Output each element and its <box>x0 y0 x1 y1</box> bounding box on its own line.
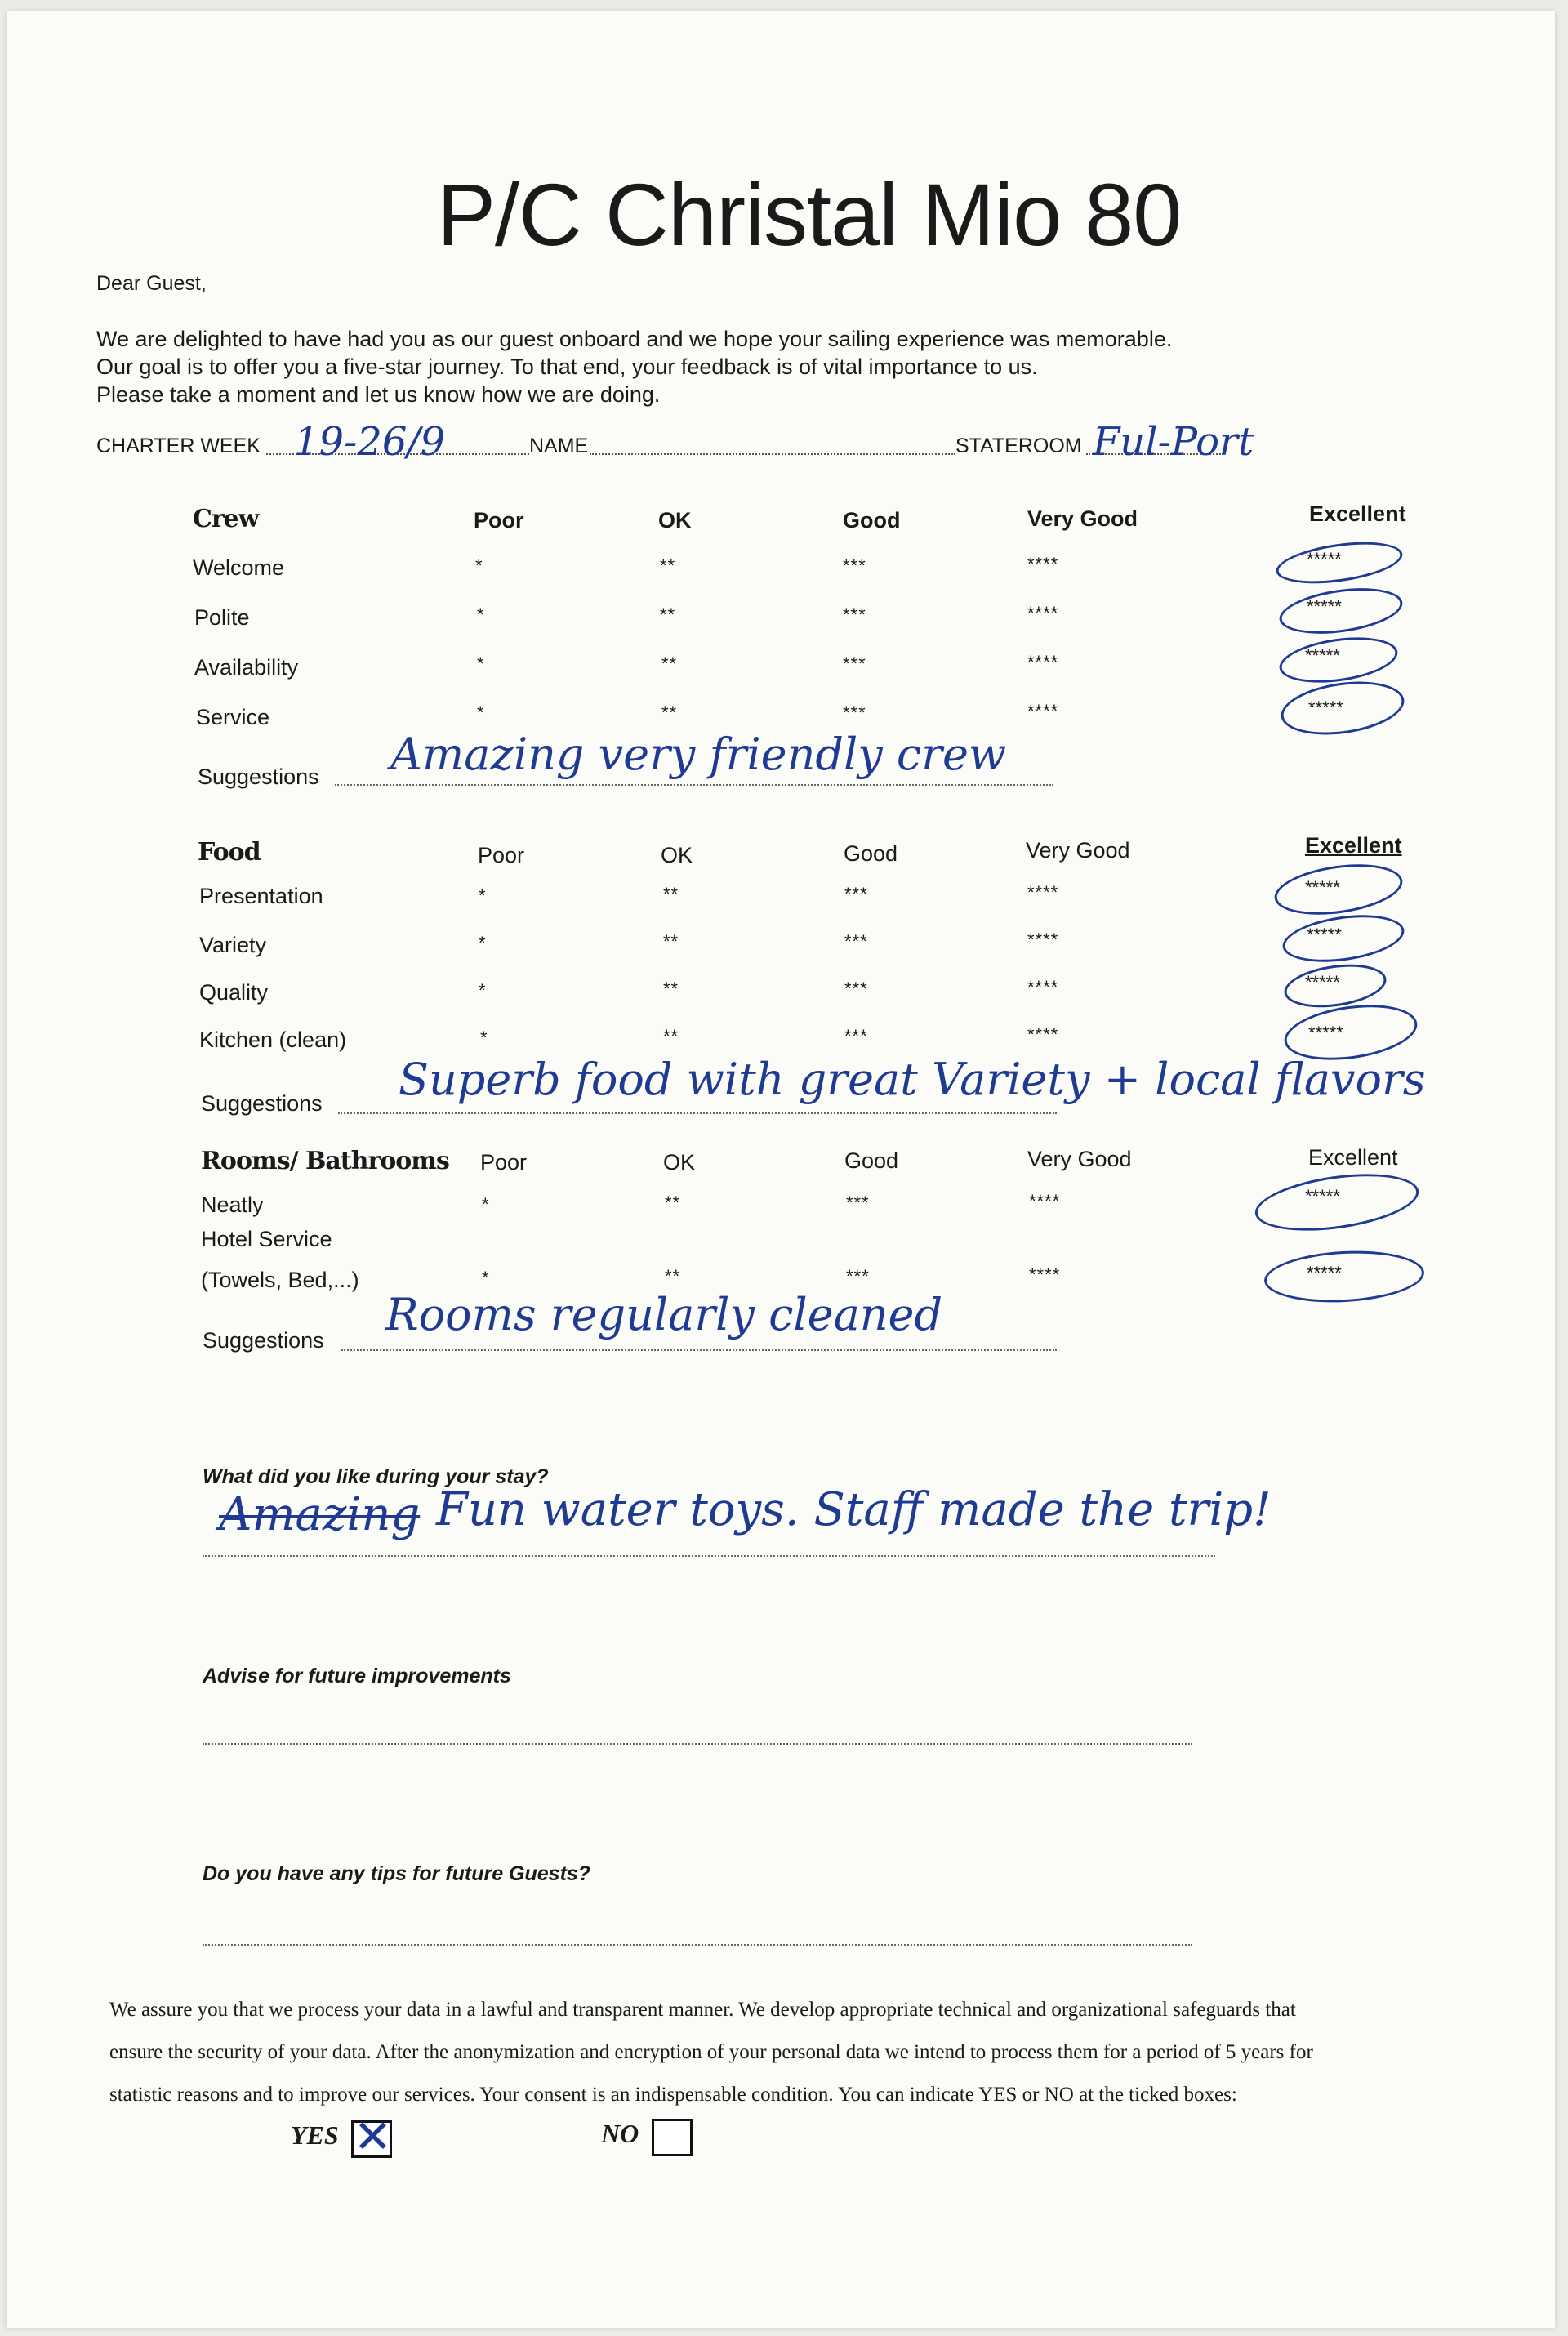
intro-line: Our goal is to offer you a five-star journey. To that end, your feedback is of vital importance to us. <box>96 354 1038 379</box>
rating-good[interactable]: *** <box>843 702 866 723</box>
rating-poor[interactable]: * <box>475 555 483 576</box>
rating-very-good[interactable]: **** <box>1027 603 1059 623</box>
intro-line: Please take a moment and let us know how we are doing. <box>96 382 661 407</box>
rating-very-good[interactable]: **** <box>1029 1264 1061 1285</box>
column-good: Good <box>844 841 898 866</box>
liked-answer-field[interactable]: Fun water toys. Staff made the trip! <box>436 1483 1272 1536</box>
no-checkbox[interactable] <box>652 2119 693 2156</box>
rating-good[interactable]: *** <box>844 884 868 904</box>
row-label-service: Service <box>196 705 270 729</box>
rating-good[interactable]: *** <box>844 1026 868 1046</box>
guest-info-line <box>96 419 1254 465</box>
column-poor: Poor <box>480 1150 528 1175</box>
crew-suggestions-field[interactable]: Amazing very friendly crew <box>390 729 1007 780</box>
food-section-title: Food <box>198 838 261 867</box>
rating-poor[interactable]: * <box>479 885 487 906</box>
rooms-suggestions-field[interactable]: Rooms regularly cleaned <box>385 1289 943 1340</box>
form-title: P/C Christal Mio 80 <box>437 165 1182 264</box>
name-field[interactable] <box>590 453 956 455</box>
consent-line: statistic reasons and to improve our services. Your consent is an indispensable condition. You can indicate YES or NO at the ticked boxes: <box>109 2084 1237 2106</box>
tips-question: Do you have any tips for future Guests? <box>203 1862 591 1885</box>
data-consent-text <box>109 1989 1514 2116</box>
yes-checkbox[interactable] <box>351 2111 392 2164</box>
column-good: Good <box>843 508 901 533</box>
checkmark-x-icon: ✕ <box>354 2111 392 2164</box>
rating-excellent[interactable]: ***** <box>1305 645 1340 666</box>
stateroom-label: STATEROOM <box>956 435 1082 457</box>
rating-poor[interactable]: * <box>479 933 487 953</box>
rating-ok[interactable]: ** <box>662 653 678 674</box>
column-very-good: Very Good <box>1026 838 1130 863</box>
rating-poor[interactable]: * <box>477 604 485 625</box>
liked-question: What did you like during your stay? <box>203 1465 549 1488</box>
row-label-variety: Variety <box>199 933 267 957</box>
rating-very-good[interactable]: **** <box>1027 652 1059 672</box>
food-suggestions-field[interactable]: Superb food with great Variety + local flavors <box>399 1054 1426 1105</box>
column-excellent: Excellent <box>1305 833 1402 858</box>
rating-poor[interactable]: * <box>477 702 485 723</box>
column-good: Good <box>844 1148 899 1173</box>
rating-excellent[interactable]: ***** <box>1307 549 1342 569</box>
rating-excellent[interactable]: ***** <box>1305 1186 1340 1206</box>
rating-excellent[interactable]: ***** <box>1308 1023 1343 1043</box>
rating-ok[interactable]: ** <box>665 1266 681 1286</box>
row-label-quality: Quality <box>199 980 269 1005</box>
tips-answer-field[interactable] <box>203 1944 1192 1946</box>
rating-ok[interactable]: ** <box>663 884 679 904</box>
rating-very-good[interactable]: **** <box>1027 977 1059 997</box>
advise-question: Advise for future improvements <box>203 1665 511 1687</box>
rooms-section-title: Rooms/ Bathrooms <box>201 1147 449 1175</box>
column-very-good: Very Good <box>1027 506 1138 531</box>
rating-very-good[interactable]: **** <box>1027 554 1059 574</box>
row-label-kitchen: Kitchen (clean) <box>199 1028 347 1052</box>
name-label: NAME <box>529 435 589 457</box>
rating-ok[interactable]: ** <box>663 1026 679 1046</box>
row-label-availability: Availability <box>194 655 299 680</box>
rating-poor[interactable]: * <box>479 980 487 1001</box>
rating-very-good[interactable]: **** <box>1027 929 1059 950</box>
food-suggestions-label: Suggestions <box>201 1091 323 1116</box>
rating-ok[interactable]: ** <box>660 604 676 625</box>
row-label-hotel-service: Hotel Service <box>201 1227 332 1251</box>
row-label-presentation: Presentation <box>199 884 323 908</box>
stateroom-field[interactable]: Ful-Port <box>1093 419 1254 465</box>
rating-poor[interactable]: * <box>480 1028 488 1048</box>
rating-poor[interactable]: * <box>482 1268 490 1288</box>
rating-ok[interactable]: ** <box>663 931 679 952</box>
salutation: Dear Guest, <box>96 272 207 295</box>
column-excellent: Excellent <box>1309 502 1406 526</box>
yes-label: YES <box>291 2120 339 2150</box>
rating-very-good[interactable]: **** <box>1027 882 1059 903</box>
rating-good[interactable]: *** <box>843 604 866 625</box>
crew-section-title: Crew <box>193 505 259 533</box>
row-label-polite: Polite <box>194 605 250 630</box>
rating-excellent[interactable]: ***** <box>1308 698 1343 718</box>
column-ok: OK <box>661 843 693 867</box>
rating-excellent[interactable]: ***** <box>1305 972 1340 992</box>
intro-paragraph <box>96 325 1240 408</box>
rating-excellent[interactable]: ***** <box>1307 1263 1342 1283</box>
rating-excellent[interactable]: ***** <box>1305 877 1340 898</box>
rating-good[interactable]: *** <box>843 555 866 576</box>
column-excellent: Excellent <box>1308 1145 1398 1170</box>
intro-line: We are delighted to have had you as our guest onboard and we hope your sailing experience was memorable. <box>96 327 1173 351</box>
consent-line: ensure the security of your data. After the anonymization and encryption of your personal data we intend to process them for a period of 5 years for <box>109 2041 1313 2063</box>
rating-poor[interactable]: * <box>482 1194 490 1215</box>
rating-very-good[interactable]: **** <box>1029 1191 1061 1211</box>
rating-good[interactable]: *** <box>846 1193 870 1213</box>
rating-good[interactable]: *** <box>846 1266 870 1286</box>
rating-very-good[interactable]: **** <box>1027 701 1059 721</box>
column-ok: OK <box>663 1150 696 1175</box>
rating-good[interactable]: *** <box>843 653 866 674</box>
rating-ok[interactable]: ** <box>663 979 679 999</box>
column-poor: Poor <box>478 843 525 867</box>
column-ok: OK <box>658 508 692 533</box>
column-very-good: Very Good <box>1027 1147 1132 1171</box>
rating-excellent[interactable]: ***** <box>1307 596 1342 617</box>
liked-struck-text: Amazing <box>219 1488 421 1541</box>
advise-answer-field[interactable] <box>203 1743 1192 1745</box>
rating-good[interactable]: *** <box>844 931 868 952</box>
column-poor: Poor <box>474 508 524 533</box>
rating-good[interactable]: *** <box>844 979 868 999</box>
rating-ok[interactable]: ** <box>660 555 676 576</box>
row-label-welcome: Welcome <box>193 555 285 580</box>
charter-week-field[interactable]: 19-26/9 <box>294 419 446 465</box>
rating-ok[interactable]: ** <box>662 702 678 723</box>
row-label-neatly: Neatly <box>201 1193 264 1217</box>
row-label-towels-bed: (Towels, Bed,...) <box>201 1268 359 1292</box>
crew-suggestions-label: Suggestions <box>198 765 319 789</box>
rating-excellent[interactable]: ***** <box>1307 925 1342 945</box>
charter-week-label: CHARTER WEEK <box>96 435 261 457</box>
rating-very-good[interactable]: **** <box>1027 1024 1059 1045</box>
rating-ok[interactable]: ** <box>665 1193 681 1213</box>
no-label: NO <box>601 2119 639 2148</box>
consent-line: We assure you that we process your data in a lawful and transparent manner. We develop appropriate technical and organizational safeguards that <box>109 1999 1296 2021</box>
rating-poor[interactable]: * <box>477 653 485 674</box>
rooms-suggestions-label: Suggestions <box>203 1328 324 1353</box>
